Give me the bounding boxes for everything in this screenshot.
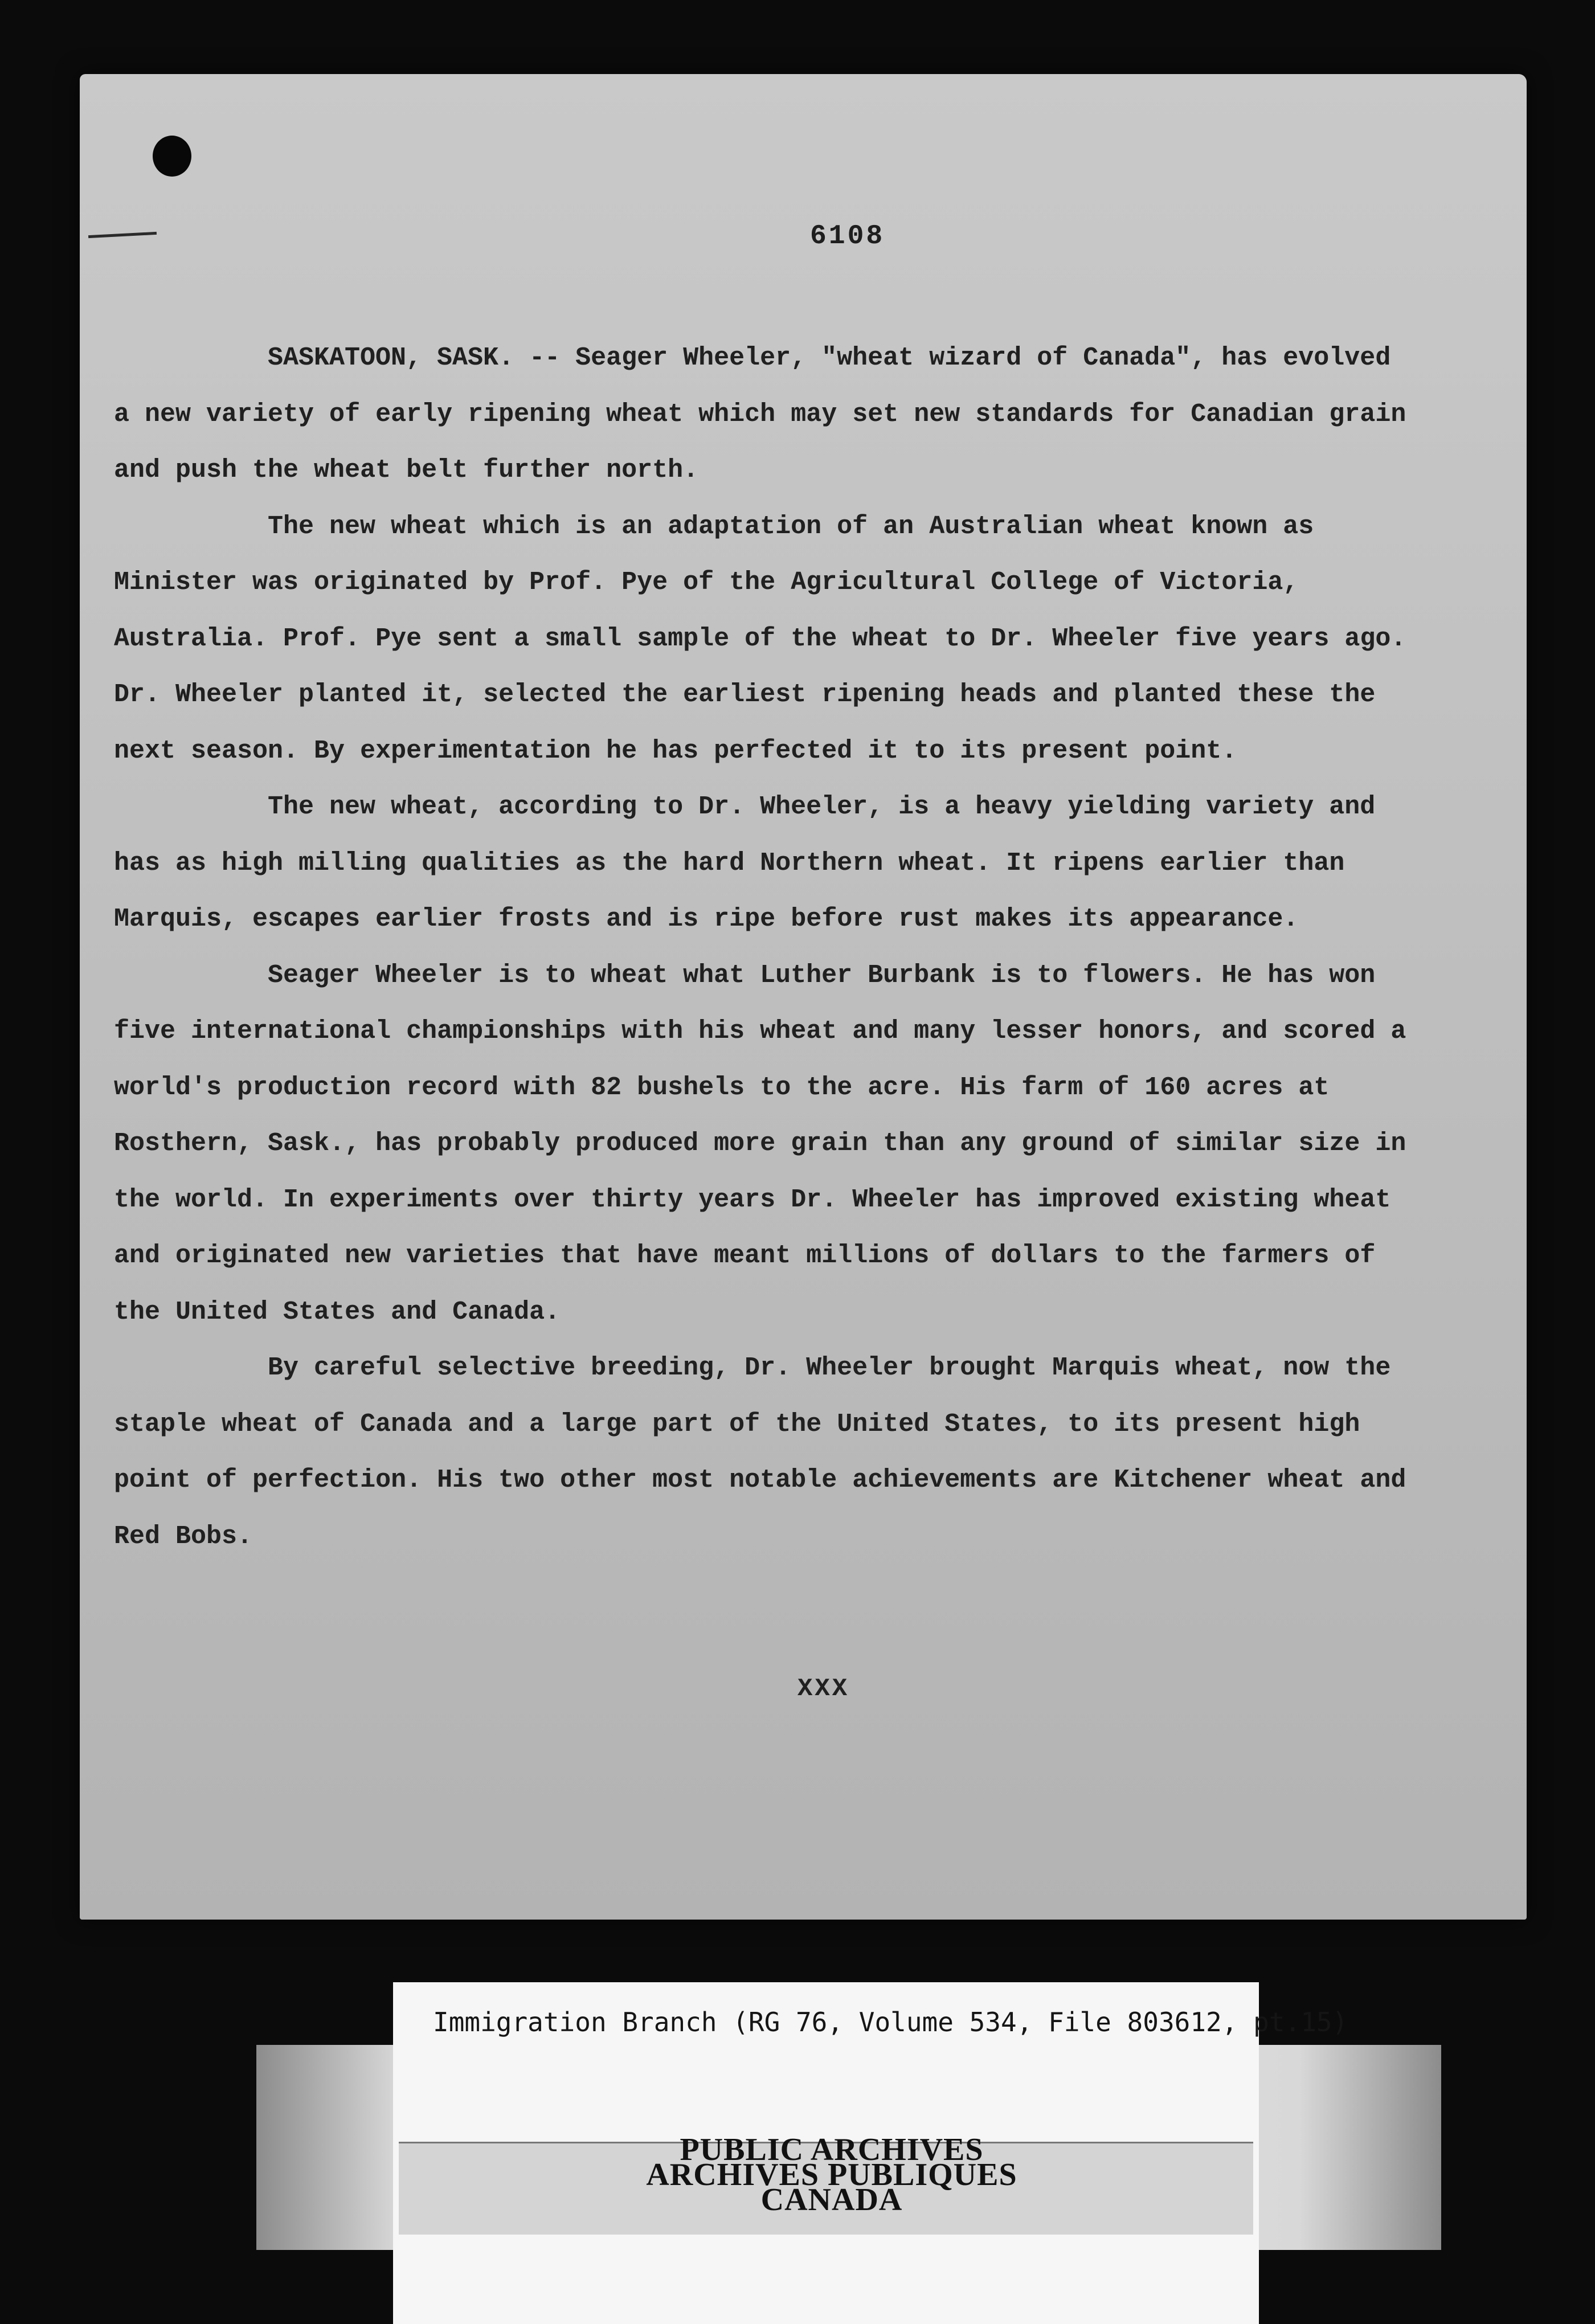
punch-hole: [153, 136, 191, 177]
page-number: 6108: [810, 221, 885, 252]
paragraph: The new wheat, according to Dr. Wheeler, is a heavy yielding variety and has as high milling qualities as the hard Northern wheat. It ripens earlier than Marquis, escapes earlier frosts and is ripe before rust makes its appearance.: [114, 792, 1376, 934]
archives-stamp: [615, 2132, 1048, 2217]
paragraph: The new wheat which is an adaptation of an Australian wheat known as Minister was originated by Prof. Pye of the Agricultural College of Victoria, Australia. Prof. Pye sent a small sample of the wheat to Dr. Wheeler five years ago. Dr. Wheeler planted it, selected the earliest ripening heads and planted these the next season. By experimentation he has perfected it to its present point.: [114, 512, 1406, 766]
stamp-line: ARCHIVES PUBLIQUES: [646, 2157, 1017, 2192]
paragraph: SASKATOON, SASK. -- Seager Wheeler, "wheat wizard of Canada", has evolved a new variety of early ripening wheat which may set new standards for Canadian grain and push the wheat belt further north.: [114, 343, 1406, 485]
archive-citation: Immigration Branch (RG 76, Volume 534, File 803612, pt.15): [393, 1982, 1259, 2062]
paragraph: Seager Wheeler is to wheat what Luther Burbank is to flowers. He has won five international championships with his wheat and many lesser honors, and scored a world's production record with 82 bushels to the acre. His farm of 160 acres at Rosthern, Sask., has probably produced more grain than any ground of similar size in the world. In experiments over thirty years Dr. Wheeler has improved existing wheat and originated new varieties that have meant millions of dollars to the farmers of the United States and Canada.: [114, 960, 1406, 1327]
stamp-line: PUBLIC ARCHIVES: [680, 2132, 984, 2167]
document-body: [114, 330, 1407, 1565]
stamp-line: CANADA: [760, 2182, 903, 2217]
end-mark: XXX: [798, 1675, 850, 1703]
paragraph: By careful selective breeding, Dr. Wheeler brought Marquis wheat, now the staple wheat of Canada and a large part of the United States, to its present high point of perfection. His two other most notable achievements are Kitchener wheat and Red Bobs.: [114, 1353, 1406, 1551]
